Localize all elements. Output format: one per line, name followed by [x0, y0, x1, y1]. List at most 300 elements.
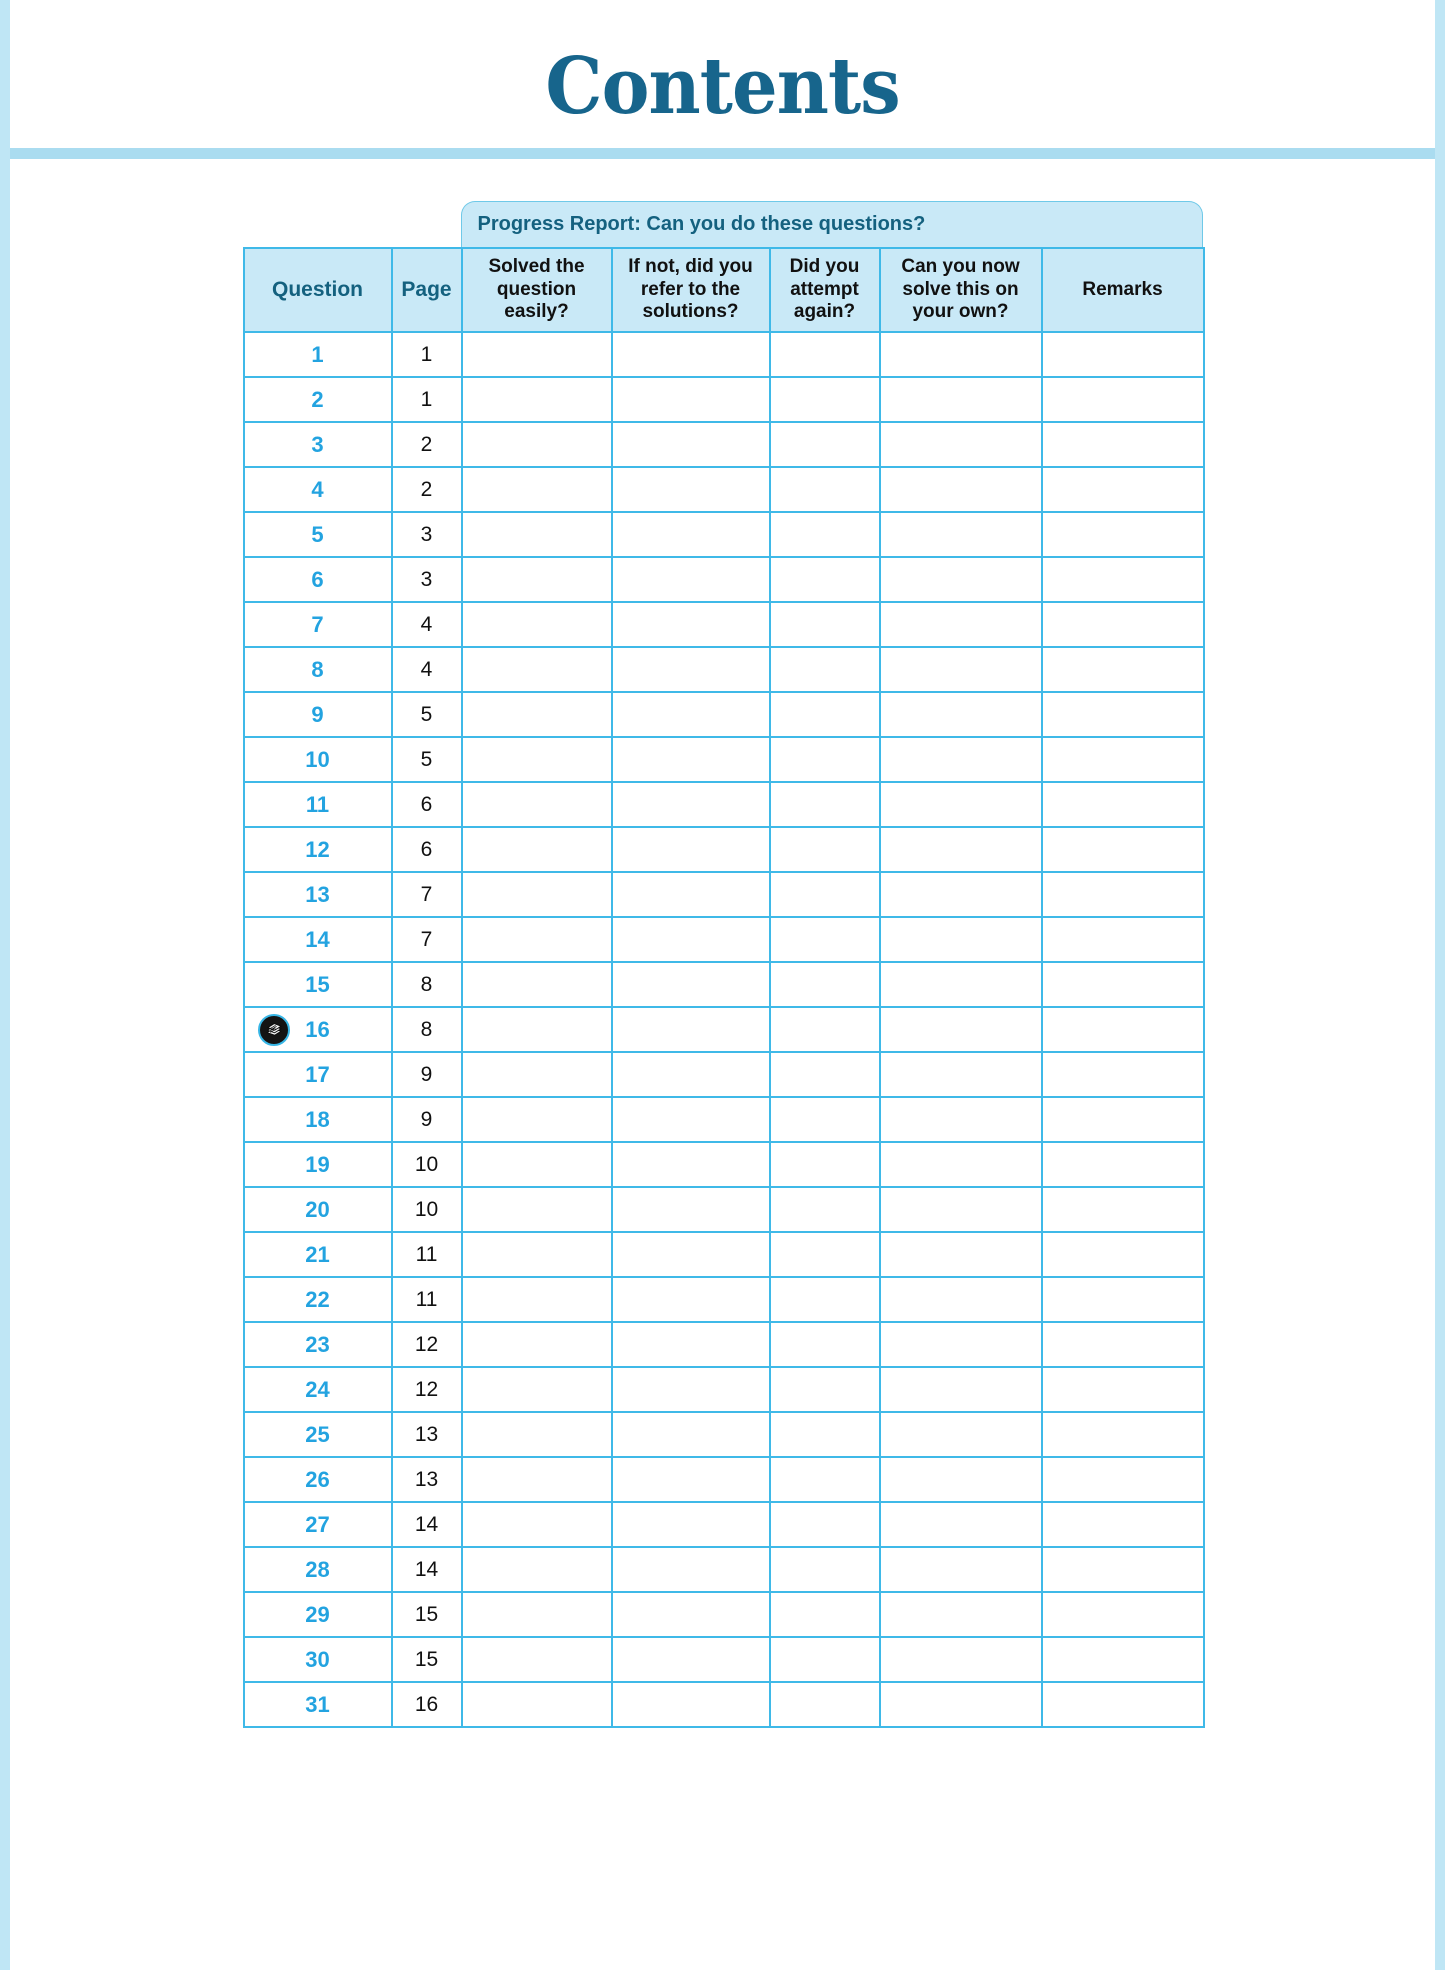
cell-question-number	[244, 1637, 392, 1682]
cell-refer-solutions[interactable]	[612, 1547, 770, 1592]
table-row	[244, 1142, 1204, 1187]
cell-solved-easily[interactable]	[462, 1277, 612, 1322]
cell-solved-easily[interactable]	[462, 962, 612, 1007]
question-number-label: 19	[305, 1151, 330, 1177]
cell-remarks[interactable]	[1042, 1592, 1204, 1637]
cell-solved-easily[interactable]	[462, 1637, 612, 1682]
cell-question-number	[244, 467, 392, 512]
question-number-label: 7	[311, 611, 324, 637]
cell-refer-solutions[interactable]	[612, 1637, 770, 1682]
table-row	[244, 1052, 1204, 1097]
page-edge-rail-left	[0, 0, 10, 1970]
cell-page-number: 3	[392, 557, 462, 602]
cell-solved-easily[interactable]	[462, 1007, 612, 1052]
cell-remarks[interactable]	[1042, 1637, 1204, 1682]
cell-remarks[interactable]	[1042, 377, 1204, 422]
cell-page-number: 15	[392, 1637, 462, 1682]
header-solved-easily: Solved the question easily?	[462, 248, 612, 332]
cell-refer-solutions[interactable]	[612, 1322, 770, 1367]
table-row	[244, 512, 1204, 557]
cell-attempt-again[interactable]	[770, 1367, 880, 1412]
question-number-label: 31	[305, 1691, 330, 1717]
question-number-label: 30	[305, 1646, 330, 1672]
cell-attempt-again[interactable]	[770, 872, 880, 917]
question-number-label: 4	[311, 476, 324, 502]
cell-refer-solutions[interactable]	[612, 332, 770, 377]
cell-solved-easily[interactable]	[462, 827, 612, 872]
cell-solved-easily[interactable]	[462, 1232, 612, 1277]
cell-page-number: 8	[392, 1007, 462, 1052]
question-number-label: 26	[305, 1466, 330, 1492]
cell-solve-own[interactable]	[880, 422, 1042, 467]
cell-refer-solutions[interactable]	[612, 737, 770, 782]
cell-remarks[interactable]	[1042, 602, 1204, 647]
cell-solve-own[interactable]	[880, 1457, 1042, 1502]
cell-remarks[interactable]	[1042, 512, 1204, 557]
header-question: Question	[244, 248, 392, 332]
cell-attempt-again[interactable]	[770, 1502, 880, 1547]
cell-question-number	[244, 647, 392, 692]
cell-attempt-again[interactable]	[770, 512, 880, 557]
cell-question-number	[244, 1277, 392, 1322]
header-refer-solutions: If not, did you refer to the solutions?	[612, 248, 770, 332]
cell-remarks[interactable]	[1042, 1142, 1204, 1187]
cell-refer-solutions[interactable]	[612, 1007, 770, 1052]
cell-question-number	[244, 737, 392, 782]
cell-remarks[interactable]	[1042, 1187, 1204, 1232]
cell-question-number	[244, 1007, 392, 1052]
title-divider	[10, 148, 1435, 159]
cell-refer-solutions[interactable]	[612, 782, 770, 827]
cell-solved-easily[interactable]	[462, 737, 612, 782]
cell-page-number: 5	[392, 692, 462, 737]
cell-solve-own[interactable]	[880, 782, 1042, 827]
cell-question-number	[244, 557, 392, 602]
cell-page-number: 4	[392, 602, 462, 647]
cell-attempt-again[interactable]	[770, 602, 880, 647]
cell-attempt-again[interactable]	[770, 1682, 880, 1727]
question-number-label: 24	[305, 1376, 330, 1402]
cell-remarks[interactable]	[1042, 962, 1204, 1007]
question-number-label: 9	[311, 701, 324, 727]
cell-attempt-again[interactable]	[770, 332, 880, 377]
header-remarks: Remarks	[1042, 248, 1204, 332]
table-row	[244, 1277, 1204, 1322]
cell-solve-own[interactable]	[880, 827, 1042, 872]
cell-remarks[interactable]	[1042, 1367, 1204, 1412]
question-number-label: 3	[311, 431, 324, 457]
cell-question-number	[244, 422, 392, 467]
cell-page-number: 14	[392, 1502, 462, 1547]
cell-refer-solutions[interactable]	[612, 917, 770, 962]
question-number-label: 15	[305, 971, 330, 997]
cell-solved-easily[interactable]	[462, 332, 612, 377]
cell-remarks[interactable]	[1042, 1547, 1204, 1592]
cell-solved-easily[interactable]	[462, 1457, 612, 1502]
question-number-label: 6	[311, 566, 324, 592]
question-number-label: 20	[305, 1196, 330, 1222]
header-page: Page	[392, 248, 462, 332]
cell-attempt-again[interactable]	[770, 737, 880, 782]
table-row	[244, 1457, 1204, 1502]
cell-question-number	[244, 1412, 392, 1457]
cell-page-number: 14	[392, 1547, 462, 1592]
cell-remarks[interactable]	[1042, 1052, 1204, 1097]
cell-solve-own[interactable]	[880, 332, 1042, 377]
cell-question-number	[244, 1592, 392, 1637]
cell-page-number: 6	[392, 782, 462, 827]
cell-question-number	[244, 1142, 392, 1187]
cell-refer-solutions[interactable]	[612, 1682, 770, 1727]
cell-attempt-again[interactable]	[770, 1412, 880, 1457]
cell-remarks[interactable]	[1042, 1277, 1204, 1322]
title-block	[10, 0, 1435, 159]
cell-solve-own[interactable]	[880, 1592, 1042, 1637]
question-number-label: 8	[311, 656, 324, 682]
cell-attempt-again[interactable]	[770, 1007, 880, 1052]
cell-remarks[interactable]	[1042, 872, 1204, 917]
cell-remarks[interactable]	[1042, 917, 1204, 962]
table-row	[244, 917, 1204, 962]
cell-refer-solutions[interactable]	[612, 1097, 770, 1142]
table-row	[244, 827, 1204, 872]
cell-question-number	[244, 782, 392, 827]
table-row	[244, 1097, 1204, 1142]
cell-solve-own[interactable]	[880, 1187, 1042, 1232]
cell-question-number	[244, 1232, 392, 1277]
contents-table-head	[244, 248, 1204, 332]
question-number-label: 2	[311, 386, 324, 412]
cell-refer-solutions[interactable]	[612, 1367, 770, 1412]
table-row	[244, 782, 1204, 827]
table-row	[244, 1232, 1204, 1277]
cell-attempt-again[interactable]	[770, 692, 880, 737]
cell-solved-easily[interactable]	[462, 782, 612, 827]
table-row	[244, 1412, 1204, 1457]
table-row	[244, 1367, 1204, 1412]
progress-report-banner-label: Progress Report: Can you do these questions?	[477, 213, 926, 235]
cell-attempt-again[interactable]	[770, 962, 880, 1007]
cell-refer-solutions[interactable]	[612, 1232, 770, 1277]
cell-solve-own[interactable]	[880, 467, 1042, 512]
cell-solved-easily[interactable]	[462, 1682, 612, 1727]
cell-refer-solutions[interactable]	[612, 1187, 770, 1232]
cell-remarks[interactable]	[1042, 1232, 1204, 1277]
cell-solve-own[interactable]	[880, 737, 1042, 782]
cell-question-number	[244, 1682, 392, 1727]
cell-solve-own[interactable]	[880, 917, 1042, 962]
table-header-row	[244, 248, 1204, 332]
cell-question-number	[244, 512, 392, 557]
cell-attempt-again[interactable]	[770, 1277, 880, 1322]
header-solve-own: Can you now solve this on your own?	[880, 248, 1042, 332]
cell-refer-solutions[interactable]	[612, 872, 770, 917]
cell-solve-own[interactable]	[880, 647, 1042, 692]
cell-question-number	[244, 1502, 392, 1547]
table-row	[244, 1502, 1204, 1547]
cell-attempt-again[interactable]	[770, 1142, 880, 1187]
question-number-label: 23	[305, 1331, 330, 1357]
question-number-label: 22	[305, 1286, 330, 1312]
cell-remarks[interactable]	[1042, 647, 1204, 692]
cell-attempt-again[interactable]	[770, 1187, 880, 1232]
cell-attempt-again[interactable]	[770, 1457, 880, 1502]
page-edge-rail-right	[1435, 0, 1445, 1970]
cell-remarks[interactable]	[1042, 827, 1204, 872]
cell-question-number	[244, 962, 392, 1007]
cell-solved-easily[interactable]	[462, 602, 612, 647]
cell-attempt-again[interactable]	[770, 557, 880, 602]
table-row	[244, 377, 1204, 422]
table-row	[244, 557, 1204, 602]
cell-solved-easily[interactable]	[462, 917, 612, 962]
cell-solved-easily[interactable]	[462, 647, 612, 692]
cell-remarks[interactable]	[1042, 1007, 1204, 1052]
question-number-label: 1	[311, 341, 324, 367]
cell-solved-easily[interactable]	[462, 422, 612, 467]
cell-page-number: 1	[392, 332, 462, 377]
cell-refer-solutions[interactable]	[612, 1502, 770, 1547]
cell-solve-own[interactable]	[880, 1142, 1042, 1187]
cell-page-number: 2	[392, 467, 462, 512]
question-number-label: 29	[305, 1601, 330, 1627]
cell-question-number	[244, 872, 392, 917]
cell-solve-own[interactable]	[880, 962, 1042, 1007]
page-content	[10, 0, 1435, 1970]
cell-page-number: 11	[392, 1277, 462, 1322]
cell-page-number: 3	[392, 512, 462, 557]
question-number-label: 11	[305, 791, 330, 817]
cell-question-number	[244, 602, 392, 647]
cell-page-number: 9	[392, 1052, 462, 1097]
cell-remarks[interactable]	[1042, 1322, 1204, 1367]
cell-solve-own[interactable]	[880, 1412, 1042, 1457]
cell-attempt-again[interactable]	[770, 377, 880, 422]
table-row	[244, 1187, 1204, 1232]
progress-report-banner	[461, 201, 1203, 247]
cell-refer-solutions[interactable]	[612, 377, 770, 422]
cell-solve-own[interactable]	[880, 692, 1042, 737]
cell-page-number: 16	[392, 1682, 462, 1727]
table-row	[244, 647, 1204, 692]
contents-table	[243, 247, 1205, 1728]
cell-page-number: 13	[392, 1412, 462, 1457]
cell-attempt-again[interactable]	[770, 467, 880, 512]
cell-solve-own[interactable]	[880, 1367, 1042, 1412]
cell-question-number	[244, 692, 392, 737]
cell-solve-own[interactable]	[880, 1097, 1042, 1142]
cell-attempt-again[interactable]	[770, 1547, 880, 1592]
question-number-label: 10	[305, 746, 330, 772]
cell-page-number: 5	[392, 737, 462, 782]
cell-attempt-again[interactable]	[770, 1232, 880, 1277]
cell-page-number: 15	[392, 1592, 462, 1637]
cell-page-number: 2	[392, 422, 462, 467]
cell-solved-easily[interactable]	[462, 1052, 612, 1097]
cell-solve-own[interactable]	[880, 1637, 1042, 1682]
cell-question-number	[244, 332, 392, 377]
cell-page-number: 4	[392, 647, 462, 692]
cell-attempt-again[interactable]	[770, 422, 880, 467]
cell-remarks[interactable]	[1042, 422, 1204, 467]
question-number-label: 13	[305, 881, 330, 907]
cell-refer-solutions[interactable]	[612, 602, 770, 647]
cell-remarks[interactable]	[1042, 1097, 1204, 1142]
cell-page-number: 6	[392, 827, 462, 872]
cell-solve-own[interactable]	[880, 1052, 1042, 1097]
page-title: Contents	[545, 41, 900, 132]
cell-remarks[interactable]	[1042, 332, 1204, 377]
table-row	[244, 737, 1204, 782]
cell-solve-own[interactable]	[880, 1502, 1042, 1547]
cell-solved-easily[interactable]	[462, 557, 612, 602]
cell-attempt-again[interactable]	[770, 1592, 880, 1637]
question-number-label: 27	[305, 1511, 330, 1537]
cell-attempt-again[interactable]	[770, 827, 880, 872]
cell-solved-easily[interactable]	[462, 692, 612, 737]
cell-attempt-again[interactable]	[770, 1322, 880, 1367]
cell-refer-solutions[interactable]	[612, 692, 770, 737]
cell-solve-own[interactable]	[880, 1007, 1042, 1052]
question-number-label: 12	[305, 836, 330, 862]
cell-page-number: 11	[392, 1232, 462, 1277]
question-number-label: 14	[305, 926, 330, 952]
cell-page-number: 7	[392, 917, 462, 962]
cell-solve-own[interactable]	[880, 1682, 1042, 1727]
cell-question-number	[244, 1097, 392, 1142]
cell-refer-solutions[interactable]	[612, 962, 770, 1007]
cell-solved-easily[interactable]	[462, 1592, 612, 1637]
cell-solved-easily[interactable]	[462, 1547, 612, 1592]
cell-page-number: 12	[392, 1322, 462, 1367]
cell-remarks[interactable]	[1042, 1457, 1204, 1502]
cell-question-number	[244, 1367, 392, 1412]
cell-remarks[interactable]	[1042, 1682, 1204, 1727]
table-row	[244, 1547, 1204, 1592]
cell-solved-easily[interactable]	[462, 377, 612, 422]
cell-page-number: 13	[392, 1457, 462, 1502]
contents-table-body	[244, 332, 1204, 1727]
cell-page-number: 9	[392, 1097, 462, 1142]
table-row	[244, 1592, 1204, 1637]
cell-attempt-again[interactable]	[770, 647, 880, 692]
cell-solved-easily[interactable]	[462, 467, 612, 512]
cell-refer-solutions[interactable]	[612, 467, 770, 512]
cell-solve-own[interactable]	[880, 1322, 1042, 1367]
question-number-label: 28	[305, 1556, 330, 1582]
table-row	[244, 1637, 1204, 1682]
table-row	[244, 467, 1204, 512]
cell-solved-easily[interactable]	[462, 1412, 612, 1457]
cell-refer-solutions[interactable]	[612, 1052, 770, 1097]
table-row	[244, 1007, 1204, 1052]
cell-question-number	[244, 377, 392, 422]
cell-question-number	[244, 1187, 392, 1232]
table-row	[244, 962, 1204, 1007]
cell-refer-solutions[interactable]	[612, 1142, 770, 1187]
cell-refer-solutions[interactable]	[612, 557, 770, 602]
header-attempt-again: Did you attempt again?	[770, 248, 880, 332]
cell-remarks[interactable]	[1042, 782, 1204, 827]
cell-solve-own[interactable]	[880, 1232, 1042, 1277]
table-row	[244, 602, 1204, 647]
cell-solved-easily[interactable]	[462, 1142, 612, 1187]
table-row	[244, 872, 1204, 917]
cell-solved-easily[interactable]	[462, 872, 612, 917]
cell-remarks[interactable]	[1042, 1502, 1204, 1547]
cell-refer-solutions[interactable]	[612, 422, 770, 467]
cell-refer-solutions[interactable]	[612, 1592, 770, 1637]
cell-page-number: 1	[392, 377, 462, 422]
question-number-label: 17	[305, 1061, 330, 1087]
cell-question-number	[244, 1052, 392, 1097]
cell-remarks[interactable]	[1042, 737, 1204, 782]
table-row	[244, 422, 1204, 467]
cell-question-number	[244, 1457, 392, 1502]
cell-remarks[interactable]	[1042, 557, 1204, 602]
cell-page-number: 7	[392, 872, 462, 917]
cell-question-number	[244, 1547, 392, 1592]
books-icon	[258, 1014, 290, 1046]
cell-solved-easily[interactable]	[462, 1187, 612, 1232]
cell-refer-solutions[interactable]	[612, 1457, 770, 1502]
contents-table-wrap	[243, 159, 1203, 1728]
cell-refer-solutions[interactable]	[612, 827, 770, 872]
cell-attempt-again[interactable]	[770, 1637, 880, 1682]
cell-page-number: 10	[392, 1187, 462, 1232]
table-row	[244, 1682, 1204, 1727]
cell-solve-own[interactable]	[880, 872, 1042, 917]
cell-solve-own[interactable]	[880, 1277, 1042, 1322]
cell-refer-solutions[interactable]	[612, 647, 770, 692]
cell-attempt-again[interactable]	[770, 917, 880, 962]
cell-attempt-again[interactable]	[770, 1052, 880, 1097]
cell-solve-own[interactable]	[880, 557, 1042, 602]
question-number-label: 18	[305, 1106, 330, 1132]
table-row	[244, 1322, 1204, 1367]
question-number-label: 25	[305, 1421, 330, 1447]
question-number-label: 21	[305, 1241, 330, 1267]
cell-solve-own[interactable]	[880, 1547, 1042, 1592]
cell-solved-easily[interactable]	[462, 1097, 612, 1142]
cell-solved-easily[interactable]	[462, 1322, 612, 1367]
cell-question-number	[244, 917, 392, 962]
cell-remarks[interactable]	[1042, 692, 1204, 737]
cell-refer-solutions[interactable]	[612, 1277, 770, 1322]
cell-refer-solutions[interactable]	[612, 512, 770, 557]
cell-page-number: 10	[392, 1142, 462, 1187]
cell-refer-solutions[interactable]	[612, 1412, 770, 1457]
cell-remarks[interactable]	[1042, 467, 1204, 512]
table-row	[244, 332, 1204, 377]
cell-solved-easily[interactable]	[462, 1367, 612, 1412]
cell-solve-own[interactable]	[880, 512, 1042, 557]
cell-page-number: 12	[392, 1367, 462, 1412]
cell-question-number	[244, 827, 392, 872]
cell-solve-own[interactable]	[880, 377, 1042, 422]
question-number-label: 5	[311, 521, 324, 547]
cell-solved-easily[interactable]	[462, 512, 612, 557]
cell-remarks[interactable]	[1042, 1412, 1204, 1457]
cell-page-number: 8	[392, 962, 462, 1007]
cell-solved-easily[interactable]	[462, 1502, 612, 1547]
cell-attempt-again[interactable]	[770, 782, 880, 827]
cell-solve-own[interactable]	[880, 602, 1042, 647]
cell-attempt-again[interactable]	[770, 1097, 880, 1142]
table-row	[244, 692, 1204, 737]
cell-question-number	[244, 1322, 392, 1367]
question-number-label: 16	[305, 1016, 330, 1042]
